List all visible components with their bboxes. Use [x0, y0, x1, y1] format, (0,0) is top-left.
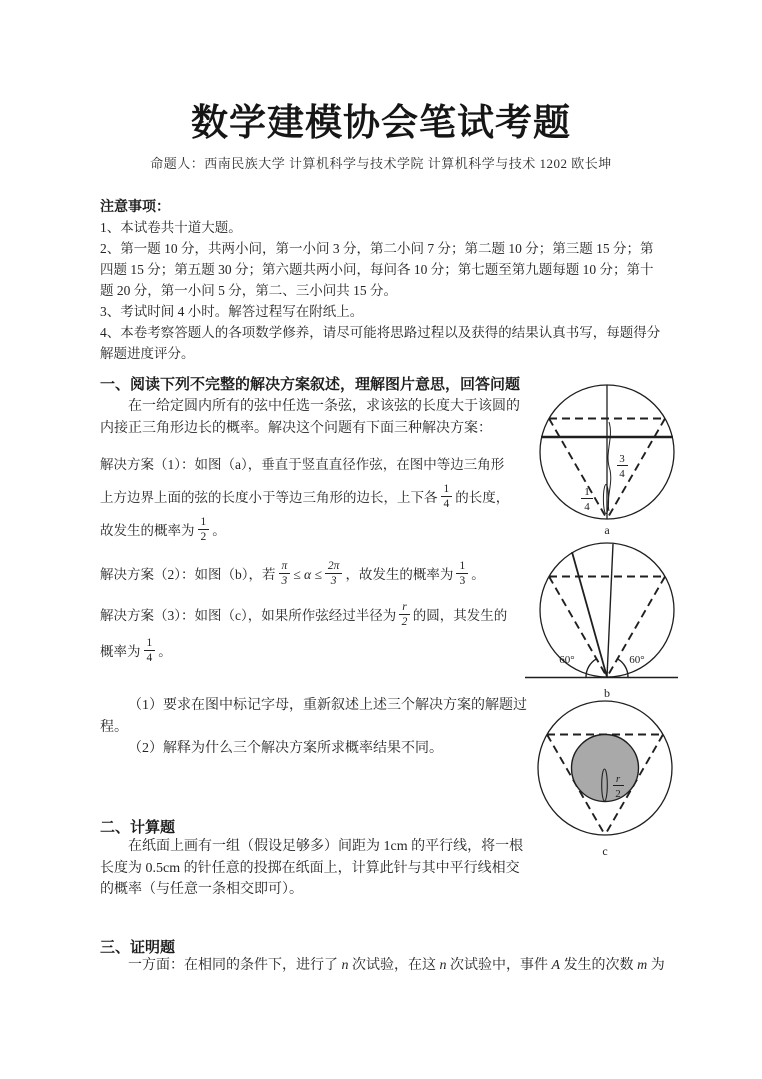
notes-item-2: 2、第一题 10 分，共两小问，第一小问 3 分，第二小问 7 分；第二题 10 分；第三题 15 分；第四题 15 分；第五题 30 分；第六题共两小问，每问各 10 分；第七题至第九题每题 10 分；第十题 20 分，第一小问 5 分，第二、三小问共 15 分。 — [100, 241, 654, 298]
subquestion-2: （2）解释为什么三个解决方案所求概率结果不同。 — [128, 741, 443, 756]
plan2-text-tail: 。 — [471, 567, 485, 582]
figure-c-label: c — [602, 844, 608, 858]
angle-label-left: 60° — [559, 654, 575, 666]
plan1-line2-text: 上方边界上面的弦的长度小于等边三角形的边长，上下各 — [100, 490, 438, 505]
plan1-line3-text: 故发生的概率为 — [100, 523, 195, 538]
variable-n-2: n — [439, 958, 447, 973]
question-1-intro: 在一给定圆内所有的弦中任选一条弦，求该弦的长度大于该圆的内接正三角形边长的概率。解决这个问题有下面三种解决方案： — [100, 399, 520, 436]
angle-label-right: 60° — [629, 654, 645, 666]
variable-m: m — [637, 958, 648, 973]
solution-plan-3 — [100, 598, 540, 670]
alpha-inequality: ≤ α ≤ — [293, 567, 322, 582]
notes-item-3: 3、考试时间 4 小时。解答过程写在附纸上。 — [100, 304, 364, 319]
fraction-one-half: $\frac{1}{2}$ — [198, 516, 210, 543]
fraction-r-half: $\frac{r}{2}$ — [399, 601, 409, 628]
variable-n: n — [341, 958, 349, 973]
fraction-3-4-numerator: 3 — [619, 453, 625, 465]
fraction-pi-thirds: $\frac{\pi}{3}$ — [279, 560, 291, 587]
subquestion-1: （1）要求在图中标记字母，重新叙述上述三个解决方案的解题过程。 — [100, 698, 527, 735]
triangle-left-side-dashed — [549, 577, 607, 678]
fraction-3-4-denominator: 4 — [619, 468, 625, 480]
sample-chord-left — [572, 552, 607, 677]
notes-section — [100, 196, 666, 364]
notes-item-4: 4、本卷考察答题人的各项数学修养，请尽可能将思路过程以及获得的结果认真书写，每题得分解题进度评分。 — [100, 325, 661, 361]
fraction-one-quarter-2: $\frac{1}{4}$ — [144, 637, 156, 664]
brace-one-quarter — [603, 485, 608, 514]
plan1-line1: 解决方案（1）：如图（a），垂直于竖直直径作弦，在图中等边三角形 — [100, 457, 505, 472]
fraction-r-2-denominator: 2 — [615, 788, 621, 800]
notes-heading: 注意事项： — [100, 198, 170, 214]
inner-shaded-circle — [572, 735, 639, 802]
question-3-body: 一方面：在相同的条件下，进行了 n 次试验，在这 n 次试验中，事件 A 发生的次数 m 为 — [128, 958, 665, 973]
solution-plan-1 — [100, 448, 540, 547]
page-title: 数学建模协会笔试考题 — [191, 102, 571, 143]
fraction-1-4-numerator: 1 — [584, 486, 590, 498]
plan2-text: 解决方案（2）：如图（b），若 — [100, 567, 276, 582]
fraction-1-4-denominator: 4 — [584, 501, 590, 513]
plan1-line2-tail: 的长度， — [455, 490, 510, 505]
author-line: 命题人：西南民族大学 计算机科学与技术学院 计算机科学与技术 1202 欧长坤 — [150, 156, 612, 171]
sample-chord-vertical — [607, 544, 613, 677]
plan2-text-mid: ，故发生的概率为 — [345, 567, 454, 582]
variable-A: A — [551, 958, 561, 973]
figure-c-diagram — [530, 698, 682, 860]
plan1-line3-tail: 。 — [212, 523, 226, 538]
triangle-right-side-dashed — [607, 419, 665, 520]
question-1-subquestions — [100, 695, 534, 760]
question-2-heading: 二、计算题 — [100, 819, 176, 836]
question-3-heading: 三、证明题 — [100, 939, 176, 956]
notes-item-1: 1、本试卷共十道大题。 — [100, 220, 242, 235]
fraction-one-quarter: $\frac{1}{4}$ — [441, 483, 453, 510]
figure-a-diagram — [533, 378, 683, 540]
fraction-two-pi-thirds: $\frac{2\pi}{3}$ — [325, 560, 343, 587]
question-1-heading: 一、阅读下列不完整的解决方案叙述，理解图片意思，回答问题 — [100, 376, 521, 393]
plan3-line1-text: 解决方案（3）：如图（c），如果所作弦经过半径为 — [100, 608, 397, 623]
fraction-one-third: $\frac{1}{3}$ — [456, 560, 468, 587]
plan3-line1-tail: 的圆，其发生的 — [412, 608, 508, 623]
fraction-r-2-numerator: r — [615, 773, 621, 785]
question-2-body: 在纸面上画有一组（假设足够多）间距为 1cm 的平行线，将一根长度为 0.5cm 的针任意的投掷在纸面上，计算此针与其中平行线相交的概率（与任意一条相交即可）。 — [100, 839, 524, 897]
figure-b-diagram — [523, 536, 691, 702]
plan3-line2-tail: 。 — [158, 644, 172, 659]
figure-b-label: b — [604, 686, 610, 700]
solution-plan-2 — [100, 556, 540, 594]
figure-a-label: a — [604, 523, 610, 537]
triangle-left-side-dashed — [549, 419, 607, 520]
plan3-line2-text: 概率为 — [100, 644, 141, 659]
